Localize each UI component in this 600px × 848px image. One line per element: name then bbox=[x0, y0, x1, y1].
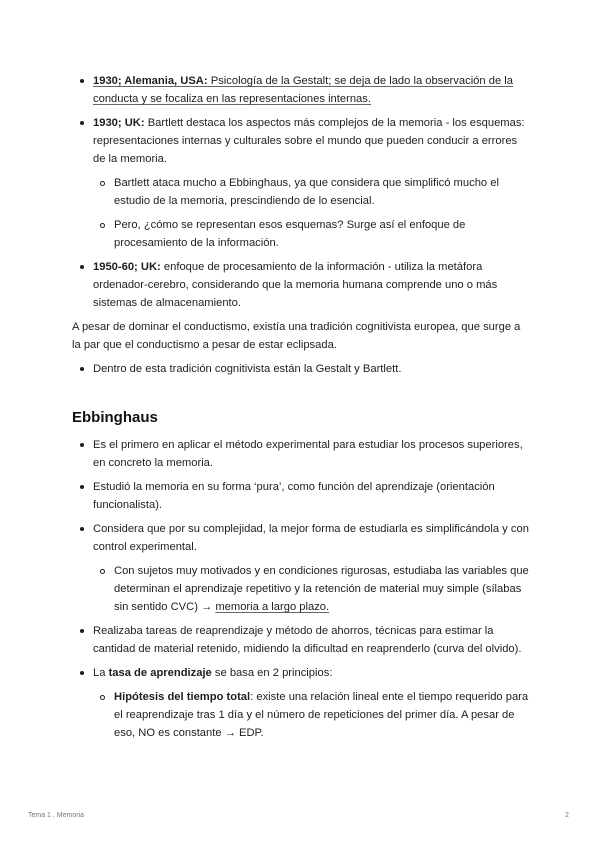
history-list bbox=[72, 72, 532, 312]
item-text: se basa en 2 principios: bbox=[211, 667, 333, 679]
ebbinghaus-list bbox=[72, 436, 532, 742]
item-label: 1930; Alemania, USA: bbox=[93, 75, 208, 87]
item-text: Bartlett destaca los aspectos más complejos de la memoria - los esquemas: representaciones internas y culturales sobre el mundo que pueden conducir a errores de la memoria. bbox=[93, 117, 525, 165]
item-text: enfoque de procesamiento de la información - utiliza la metáfora ordenador-cerebro, considerando que la memoria humana comprende uno o más sistemas de almacenamiento. bbox=[93, 261, 498, 309]
item-text: La bbox=[93, 667, 109, 679]
bartlett-sublist bbox=[93, 174, 532, 252]
list-item-processing bbox=[72, 258, 532, 312]
sublist-item: Pero, ¿cómo se representan esos esquemas? Surge así el enfoque de procesamiento de la información. bbox=[93, 216, 532, 252]
memory-link[interactable]: memoria a largo plazo. bbox=[215, 601, 330, 613]
section-heading: Ebbinghaus bbox=[72, 409, 158, 426]
tradition-list bbox=[72, 360, 532, 378]
list-item: Es el primero en aplicar el método experimental para estudiar los procesos superiores, en concreto la memoria. bbox=[72, 436, 532, 472]
method-sublist bbox=[93, 562, 532, 616]
principles-sublist bbox=[93, 688, 532, 742]
list-item-bartlett bbox=[72, 114, 532, 252]
item-text: Con sujetos muy motivados y en condiciones rigurosas, estudiaba las variables que determinan el aprendizaje repetitivo y la retención de material muy simple (sílabas sin sentido CVC) → bbox=[114, 565, 529, 613]
list-item bbox=[72, 520, 532, 616]
item-text: Considera que por su complejidad, la mejor forma de estudiarla es simplificándola y con control experimental. bbox=[93, 523, 529, 553]
list-item-gestalt bbox=[72, 72, 532, 108]
page-content bbox=[72, 72, 532, 748]
page-number: 2 bbox=[565, 812, 569, 819]
paragraph-cognitivist: A pesar de dominar el conductismo, existía una tradición cognitivista europea, que surge a la par que el conductismo a pesar de estar eclipsada. bbox=[72, 321, 521, 351]
sublist-item bbox=[93, 688, 532, 742]
list-item-tradition: Dentro de esta tradición cognitivista están la Gestalt y Bartlett. bbox=[72, 360, 532, 378]
item-text: : existe una relación lineal ente el tiempo requerido para el reaprendizaje tras 1 día y el número de repeticiones del primer día. A pesar de eso, NO es constante → EDP. bbox=[114, 691, 529, 739]
list-item bbox=[72, 664, 532, 742]
sublist-item: Bartlett ataca mucho a Ebbinghaus, ya que considera que simplificó mucho el estudio de la memoria, prescindiendo de lo esencial. bbox=[93, 174, 532, 210]
list-item: Realizaba tareas de reaprendizaje y método de ahorros, técnicas para estimar la cantidad de material retenido, midiendo la dificultad en reaprenderlo (curva del olvido). bbox=[72, 622, 532, 658]
item-text: Psicología de la Gestalt; se deja de lado la observación de la conducta y se focaliza en las representaciones internas. bbox=[93, 75, 513, 105]
list-item: Estudió la memoria en su forma ‘pura’, como función del aprendizaje (orientación funcionalista). bbox=[72, 478, 532, 514]
item-label: 1950-60; UK: bbox=[93, 261, 161, 273]
item-label: 1930; UK: bbox=[93, 117, 145, 129]
item-bold: tasa de aprendizaje bbox=[108, 667, 212, 679]
item-label: Hipótesis del tiempo total bbox=[114, 691, 251, 703]
footer-title: Tema 1 . Memoria bbox=[28, 812, 85, 819]
sublist-item bbox=[93, 562, 532, 616]
